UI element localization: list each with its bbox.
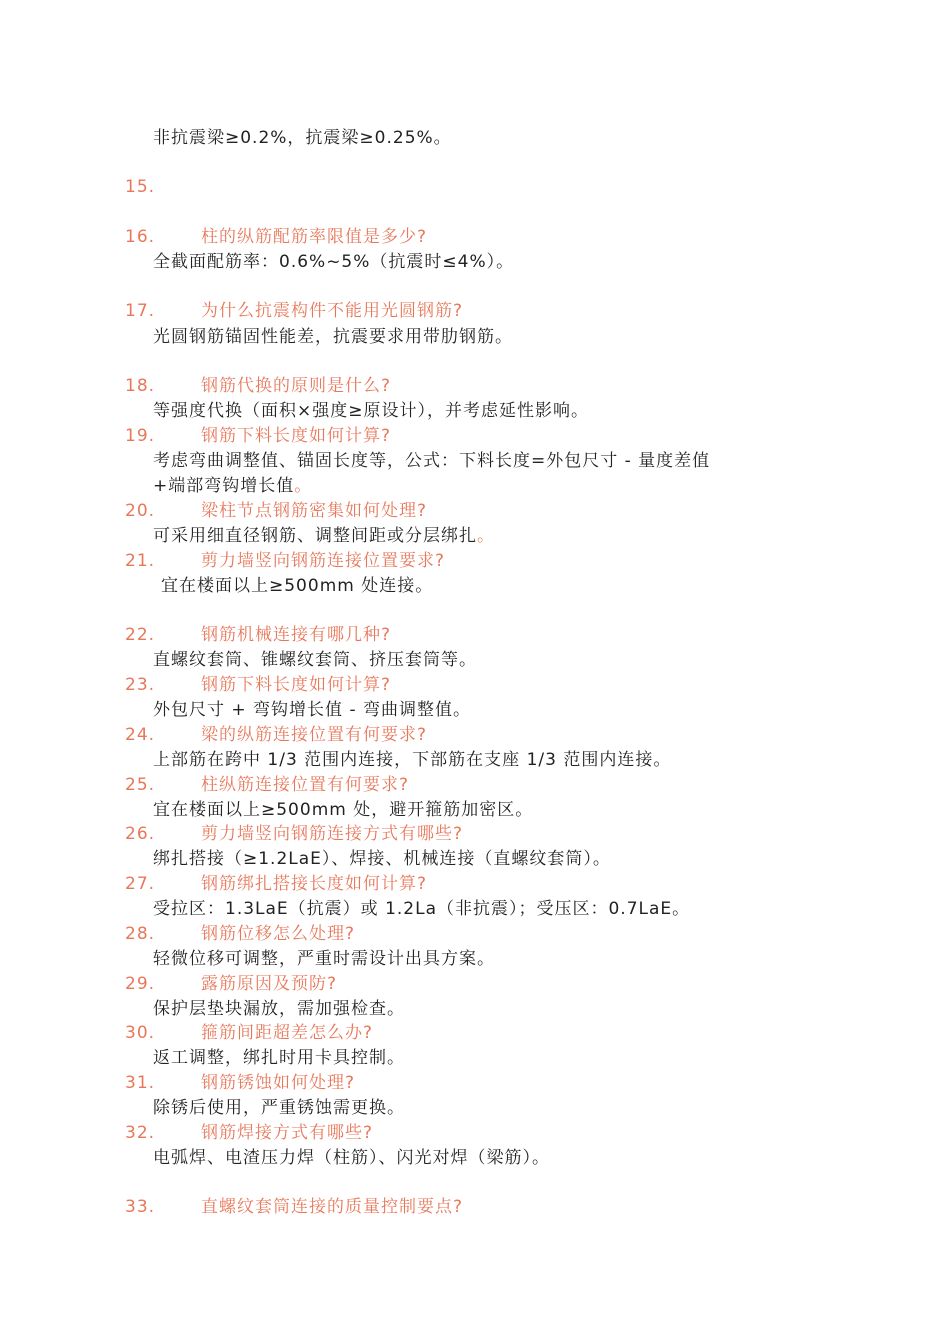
answer-32: 电弧焊、电渣压力焊（柱筋）、闪光对焊（梁筋）。 bbox=[153, 1148, 550, 1168]
question-31: 钢筋锈蚀如何处理? bbox=[201, 1073, 356, 1093]
item-number-24: 24. bbox=[125, 725, 156, 745]
item-number-32: 32. bbox=[125, 1123, 156, 1143]
item-number-29: 29. bbox=[125, 974, 156, 994]
item-number-27: 27. bbox=[125, 874, 156, 894]
question-25: 柱纵筋连接位置有何要求? bbox=[201, 775, 410, 795]
question-32: 钢筋焊接方式有哪些? bbox=[201, 1123, 374, 1143]
answer-14: 非抗震梁≥0.2%，抗震梁≥0.25%。 bbox=[153, 128, 452, 148]
item-number-22: 22. bbox=[125, 625, 156, 645]
item-number-30: 30. bbox=[125, 1023, 156, 1043]
answer-21: 宜在楼面以上≥500mm 处连接。 bbox=[161, 576, 434, 596]
question-24: 梁的纵筋连接位置有何要求? bbox=[201, 725, 428, 745]
answer-20: 可采用细直径钢筋、调整间距或分层绑扎。 bbox=[153, 526, 495, 546]
answer-19-line2: +端部弯钩增长值。 bbox=[153, 476, 313, 496]
item-number-16: 16. bbox=[125, 227, 156, 247]
question-20: 梁柱节点钢筋密集如何处理? bbox=[201, 501, 428, 521]
answer-28: 轻微位移可调整，严重时需设计出具方案。 bbox=[153, 949, 495, 969]
question-30: 箍筋间距超差怎么办? bbox=[201, 1023, 374, 1043]
item-number-23: 23. bbox=[125, 675, 156, 695]
question-26: 剪力墙竖向钢筋连接方式有哪些? bbox=[201, 824, 464, 844]
answer-30: 返工调整，绑扎时用卡具控制。 bbox=[153, 1048, 405, 1068]
item-number-18: 18. bbox=[125, 376, 156, 396]
question-29: 露筋原因及预防? bbox=[201, 974, 338, 994]
item-number-28: 28. bbox=[125, 924, 156, 944]
item-number-17: 17. bbox=[125, 301, 156, 321]
item-number-25: 25. bbox=[125, 775, 156, 795]
answer-19: 考虑弯曲调整值、锚固长度等，公式：下料长度=外包尺寸 - 量度差值 bbox=[153, 451, 711, 471]
item-number-21: 21. bbox=[125, 551, 156, 571]
answer-23: 外包尺寸 + 弯钩增长值 - 弯曲调整值。 bbox=[153, 700, 471, 720]
answer-25: 宜在楼面以上≥500mm 处，避开箍筋加密区。 bbox=[153, 800, 534, 820]
item-number-31: 31. bbox=[125, 1073, 156, 1093]
answer-24: 上部筋在跨中 1/3 范围内连接，下部筋在支座 1/3 范围内连接。 bbox=[153, 750, 672, 770]
question-27: 钢筋绑扎搭接长度如何计算? bbox=[201, 874, 428, 894]
item-number-26: 26. bbox=[125, 824, 156, 844]
answer-17: 光圆钢筋锚固性能差，抗震要求用带肋钢筋。 bbox=[153, 327, 513, 347]
answer-18: 等强度代换（面积×强度≥原设计），并考虑延性影响。 bbox=[153, 401, 589, 421]
answer-29: 保护层垫块漏放，需加强检查。 bbox=[153, 999, 405, 1019]
answer-27: 受拉区：1.3LaE（抗震）或 1.2La（非抗震）；受压区：0.7LaE。 bbox=[153, 899, 691, 919]
item-number-20: 20. bbox=[125, 501, 156, 521]
item-number-15: 15. bbox=[125, 177, 156, 197]
question-17: 为什么抗震构件不能用光圆钢筋? bbox=[201, 301, 464, 321]
question-21: 剪力墙竖向钢筋连接位置要求? bbox=[201, 551, 446, 571]
answer-31: 除锈后使用，严重锈蚀需更换。 bbox=[153, 1098, 405, 1118]
question-28: 钢筋位移怎么处理? bbox=[201, 924, 356, 944]
question-16: 柱的纵筋配筋率限值是多少? bbox=[201, 227, 428, 247]
item-number-33: 33. bbox=[125, 1197, 156, 1217]
question-18: 钢筋代换的原则是什么? bbox=[201, 376, 392, 396]
item-number-19: 19. bbox=[125, 426, 156, 446]
answer-16: 全截面配筋率：0.6%~5%（抗震时≤4%）。 bbox=[153, 252, 515, 272]
answer-22: 直螺纹套筒、锥螺纹套筒、挤压套筒等。 bbox=[153, 650, 477, 670]
answer-26: 绑扎搭接（≥1.2LaE）、焊接、机械连接（直螺纹套筒）。 bbox=[153, 849, 611, 869]
question-23: 钢筋下料长度如何计算? bbox=[201, 675, 392, 695]
question-33: 直螺纹套筒连接的质量控制要点? bbox=[201, 1197, 464, 1217]
question-22: 钢筋机械连接有哪几种? bbox=[201, 625, 392, 645]
question-19: 钢筋下料长度如何计算? bbox=[201, 426, 392, 446]
